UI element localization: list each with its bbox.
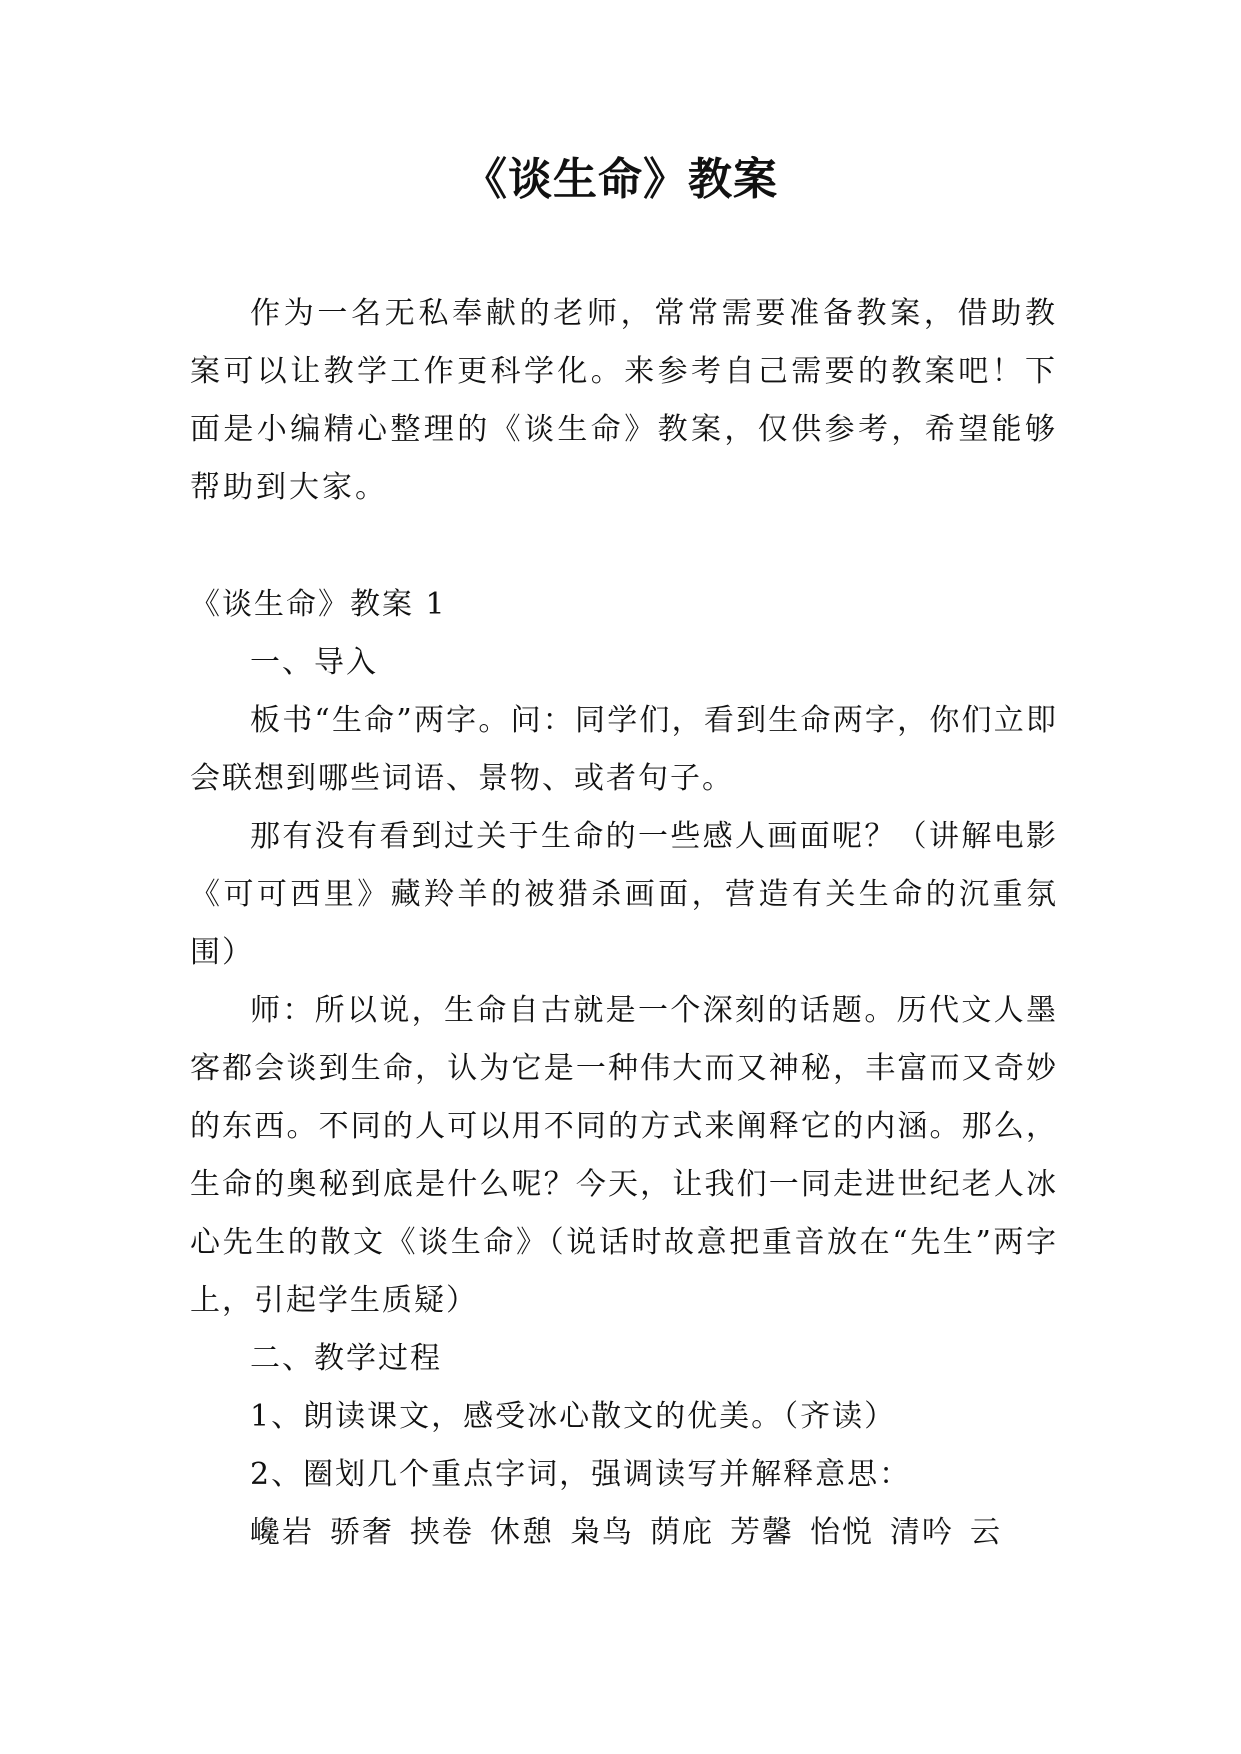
vocab-word: 挟卷 (410, 1515, 474, 1550)
vocab-word: 荫庇 (650, 1515, 714, 1550)
vocab-word: 枭鸟 (570, 1515, 634, 1550)
vocab-word: 怡悦 (810, 1515, 874, 1550)
intro-block (190, 285, 1058, 517)
vocab-word: 清吟 (890, 1515, 954, 1550)
vocab-word: 骄奢 (330, 1515, 394, 1550)
vocab-word: 芳馨 (730, 1515, 794, 1550)
vocab-word: 云 (970, 1515, 1002, 1550)
heading-teaching-process: 二、教学过程 (250, 1341, 442, 1376)
paragraph-teacher: 师：所以说，生命自古就是一个深刻的话题。历代文人墨客都会谈到生命，认为它是一种伟大而又神秘，丰富而又奇妙的东西。不同的人可以用不同的方式来阐释它的内涵。那么，生命的奥秘到底是什么呢？今天，让我们一同走进世纪老人冰心先生的散文《谈生命》（说话时故意把重音放在“先生”两字上，引起学生质疑） (190, 993, 1058, 1318)
paragraph-film: 那有没有看到过关于生命的一些感人画面呢？（讲解电影《可可西里》藏羚羊的被猎杀画面，营造有关生命的沉重氛围） (190, 819, 1058, 970)
document-title: 《谈生命》教案 (463, 154, 778, 205)
step-key-words: 2、圈划几个重点字词，强调读写并解释意思： (250, 1457, 912, 1492)
section-title: 《谈生命》教案 1 (190, 587, 447, 622)
step-read-aloud: 1、朗读课文，感受冰心散文的优美。（齐读） (250, 1399, 897, 1434)
heading-introduction: 一、导入 (250, 645, 378, 680)
lesson-plan-content (190, 576, 1058, 1562)
intro-paragraph: 作为一名无私奉献的老师，常常需要准备教案，借助教案可以让教学工作更科学化。来参考自己需要的教案吧！下面是小编精心整理的《谈生命》教案，仅供参考，希望能够帮助到大家。 (190, 296, 1058, 505)
vocab-word: 巉岩 (250, 1515, 314, 1550)
paragraph-blackboard: 板书“生命”两字。问：同学们，看到生命两字，你们立即会联想到哪些词语、景物、或者句子。 (190, 703, 1058, 796)
vocab-list (190, 1504, 1058, 1562)
vocab-word: 休憩 (490, 1515, 554, 1550)
